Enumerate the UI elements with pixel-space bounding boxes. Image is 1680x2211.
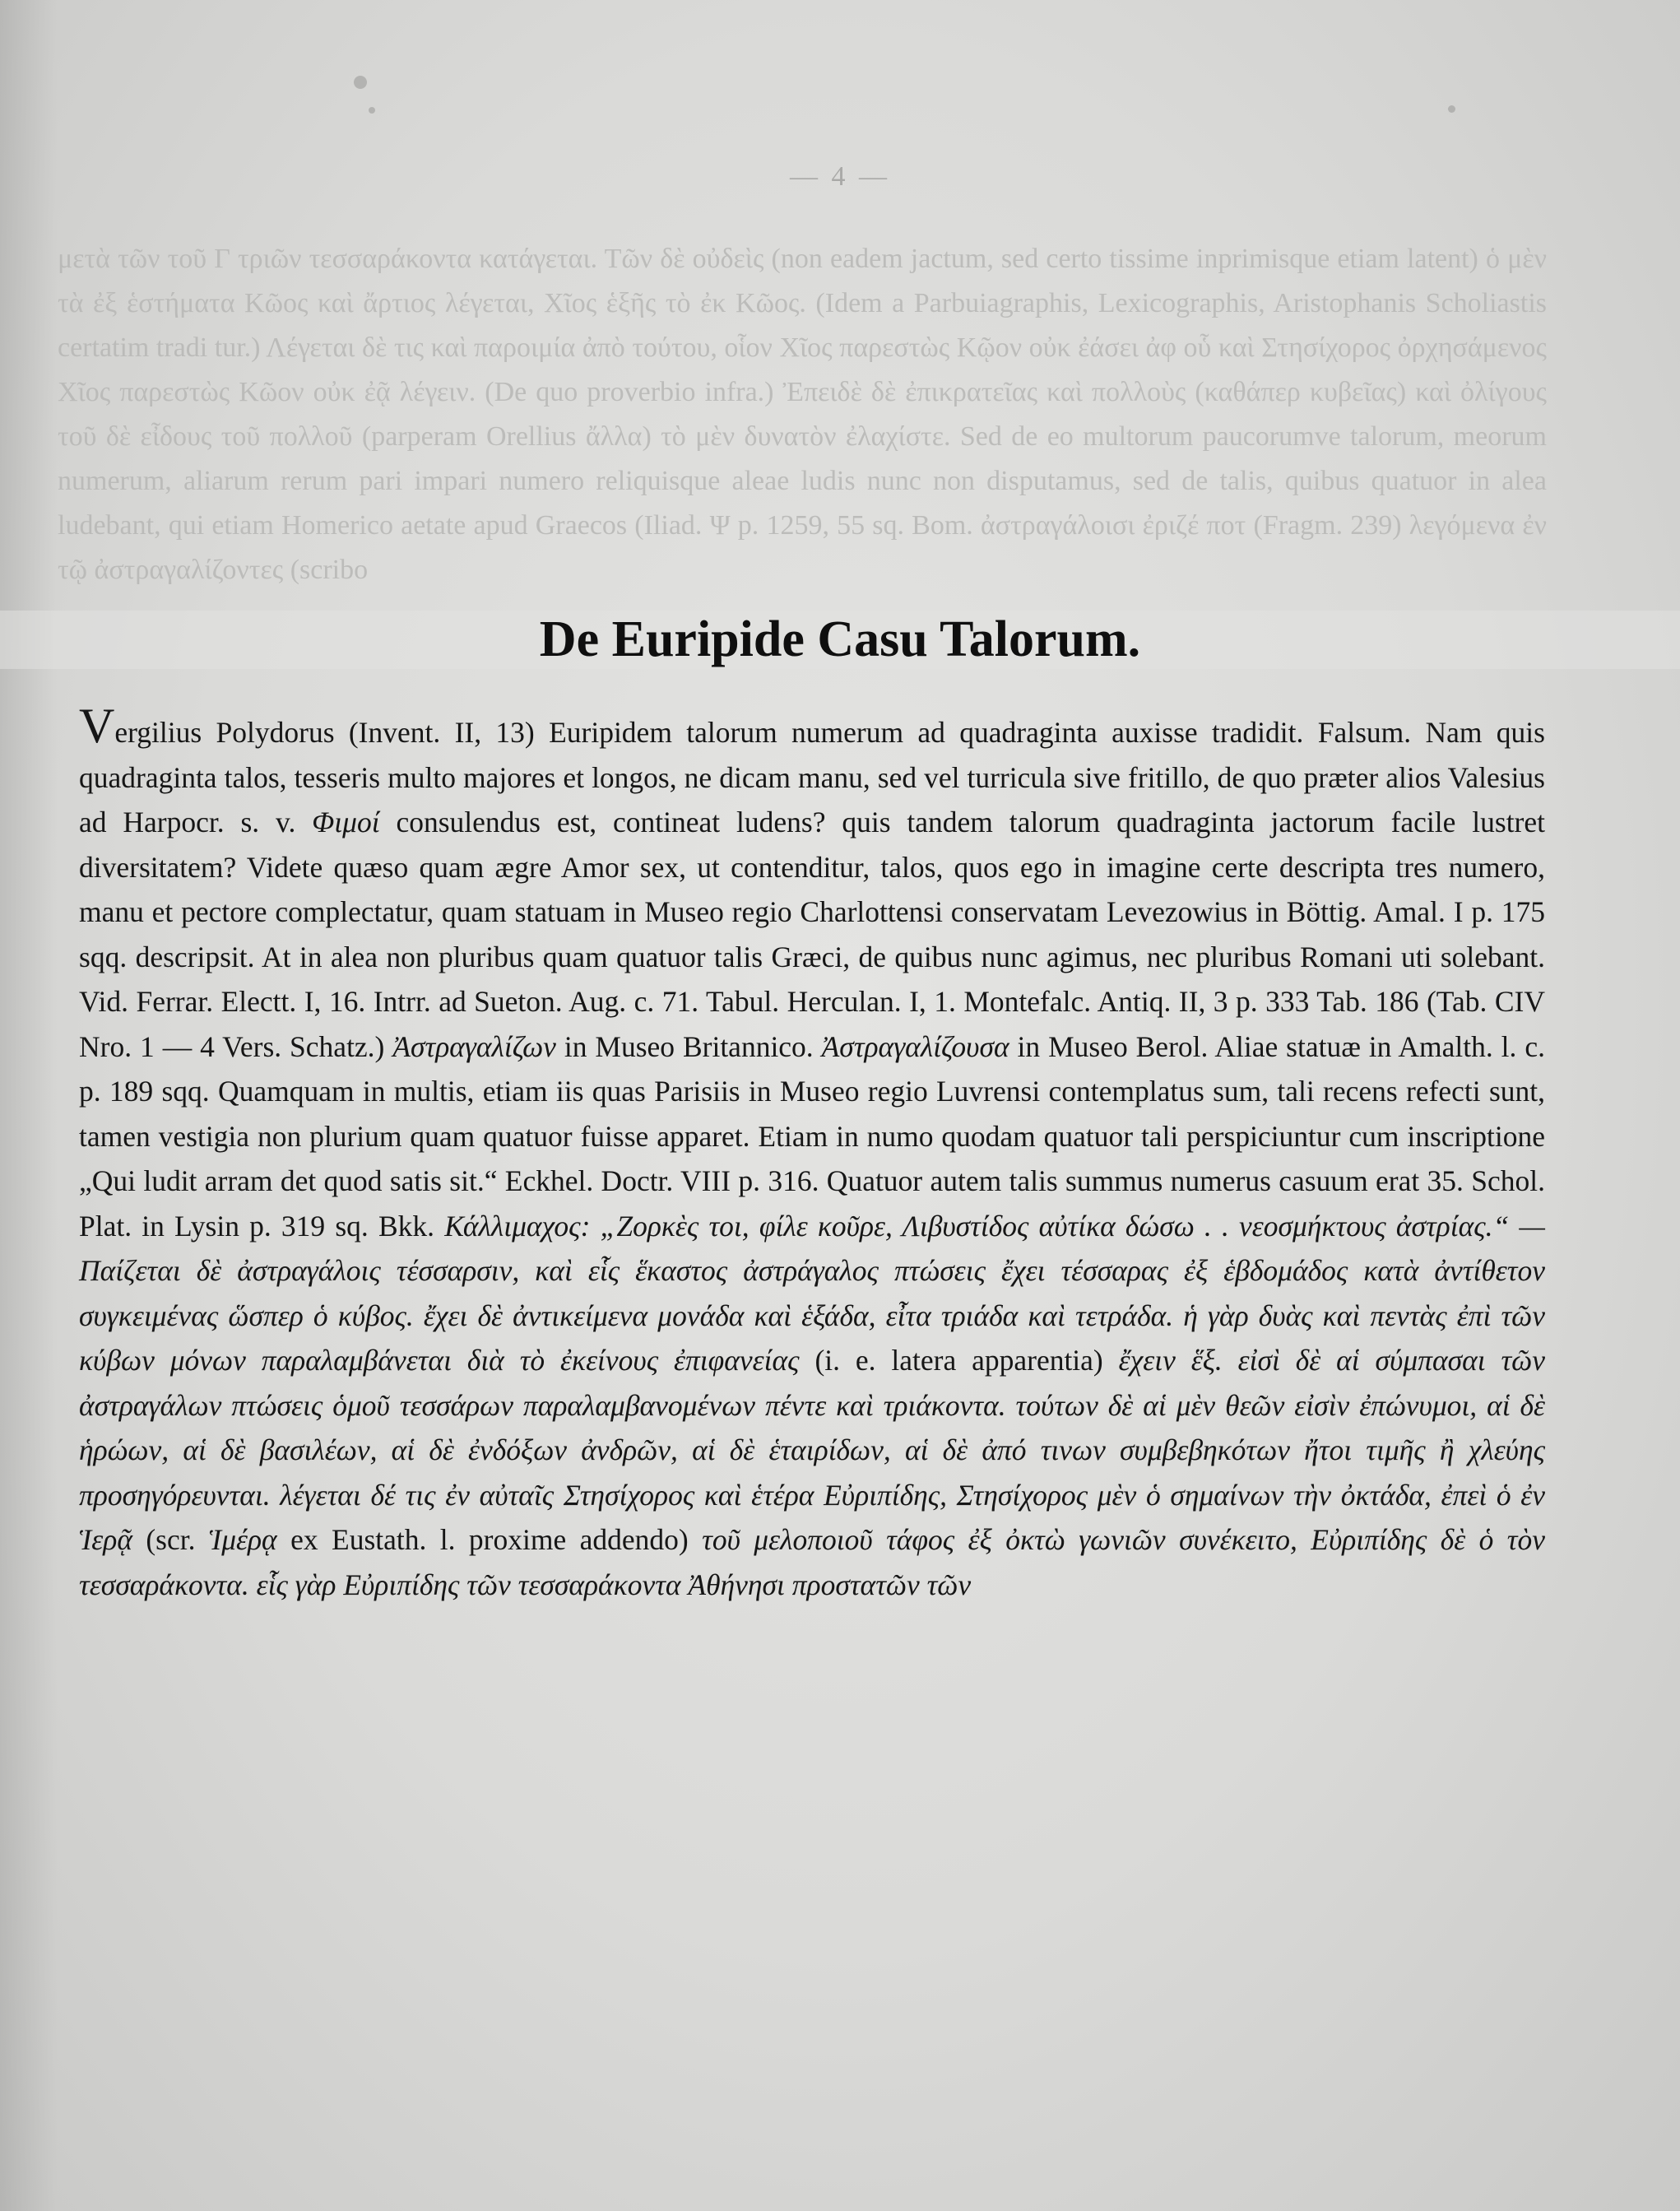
drop-cap: V: [79, 699, 115, 753]
latin-text: consulendus est, contineat ludens? quis tandem talorum quadraginta jactorum facile lustret diversitatem? Videte quæso quam ægre Amor sex, ut contenditur, talos, quos ego in imagine certe descripta tres numero, manu et pectore complectatur, quam statuam in Museo regio Charlottensi conservatam Levezowius in Böttig. Amal. I p. 175 sqq. descripsit. At in alea non pluribus quam quatuor talis Græci, de quibus nunc agimus, nec pluribus Romani uti solebant. Vid. Ferrar. Electt. I, 16. Intrr. ad Sueton. Aug. c. 71. Tabul. Herculan. I, 1. Montefalc. Antiq. II, 3 p. 333 Tab. 186 (Tab. CIV Nro. 1 — 4 Vers. Schatz.): [79, 806, 1545, 1063]
latin-text: ex Eustath. l. proxime addendo): [276, 1523, 703, 1556]
latin-text: in Museo Britannico.: [555, 1029, 822, 1063]
page-edge-shadow: [0, 0, 58, 2211]
greek-quote: Κάλλιμαχος: „Ζορκὲς τοι, φίλε κοῦρε, Λιβυστίδος αὐτίκα δώσω . . νεοσμήκτους ἀστρίας.“ — Παίζεται δὲ ἀστραγάλοις τέσσαρσιν, καὶ εἷς ἕκαστος ἀστράγαλος πτώσεις ἔχει τέσσαρας ἐξ ἑβδομάδος κατὰ ἀντίθετον συγκειμένας ὥσπερ ὁ κύβος. ἔχει δὲ ἀντικείμενα μονάδα καὶ ἑξάδα, εἶτα τριάδα καὶ τετράδα. ἡ γὰρ δυὰς καὶ πεντὰς ἐπὶ τῶν κύβων μόνων παραλαμβάνεται διὰ τὸ ἐκείνους ἐπιφανείας: [79, 1209, 1545, 1377]
page-number: — 4 —: [790, 161, 890, 192]
main-text: [79, 699, 1546, 1607]
greek-quote: ἔχειν ἕξ. εἰσὶ δὲ αἱ σύμπασαι τῶν ἀστραγάλων πτώσεις ὁμοῦ τεσσάρων παραλαμβανομένων πέντε καὶ τριάκοντα. τούτων δὲ αἱ μὲν θεῶν εἰσὶν ἐπώνυμοι, αἱ δὲ ἡρώων, αἱ δὲ βασιλέων, αἱ δὲ ἐνδόξων ἀνδρῶν, αἱ δὲ ἑταιρίδων, αἱ δὲ ἀπό τινων συμβεβηκότων ἤτοι τιμῆς ἢ χλεύης προσηγόρευνται. λέγεται δέ τις ἐν αὐταῖς Στησίχορος καὶ ἑτέρα Εὐριπίδης, Στησίχορος μὲν ὁ σημαίνων τὴν ὀκτάδα, ἐπεὶ ὁ ἐν Ἱερᾷ: [79, 1344, 1546, 1556]
section-title: De Euripide Casu Talorum.: [0, 611, 1680, 669]
latin-text: (scr.: [132, 1523, 209, 1556]
paper-stain: [1448, 105, 1455, 113]
bleed-through-text: [58, 237, 1547, 592]
greek-quote: τοῦ μελοποιοῦ τάφος ἐξ ὀκτὼ γωνιῶν συνέκειτο, Εὐριπίδης δὲ ὁ τὸν τεσσαράκοντα. εἷς γὰρ Εὐριπίδης τῶν τεσσαράκοντα Ἀθήνησι προστατῶν τῶν: [79, 1523, 1545, 1601]
main-paragraph: [79, 699, 1546, 1607]
paper-stain: [369, 107, 375, 114]
bleed-through-paragraph: μετὰ τῶν τοῦ Γ τριῶν τεσσαράκοντα κατάγεται. Τῶν δὲ οὐδεὶς (non eadem jactum, sed certo tissime inprimisque etiam latent) ὁ μὲν τὰ ἐξ ἑστήματα Κῶος καὶ ἄρτιος λέγεται, Χῖος ἑξῆς τὸ ἐκ Κῶος. (Idem a Parbuiagraphis, Lexicographis, Aristophanis Scholiastis certatim tradi tur.) Λέγεται δὲ τις καὶ παροιμία ἀπὸ τούτου, οἷον Χῖος παρεστὼς Κῷον οὐκ ἐάσει ἀφ οὗ καὶ Στησίχορος ὀρχησάμενος Χῖος παρεστὼς Κῶον οὐκ ἐᾷ λέγειν. (De quo proverbio infra.) Ἐπειδὲ δὲ ἐπικρατεῖας καὶ πολλοὺς (καθάπερ κυβεῖας) καὶ ὀλίγους τοῦ δὲ εἶδους τοῦ πολλοῦ (parperam Orellius ἄλλα) τὸ μὲν δυνατὸν ἐλαχίστε. Sed de eo multorum paucorumve talorum, meorum numerum, aliarum rerum pari impari numero reliquisque aleae ludis nunc non disputamus, sed de talis, quibus quatuor in alea ludebant, qui etiam Homerico aetate apud Graecos (Iliad. Ψ p. 1259, 55 sq. Bom. ἀστραγάλοισι ἐριζέ ποτ (Fragm. 239) λεγόμενα ἐν τῷ ἀστραγαλίζοντες (scribo: [58, 244, 1547, 585]
latin-text: ergilius Polydorus (Invent. II, 13) Euripidem talorum numerum ad quadraginta auxisse tradidit. Falsum. Nam quis quadraginta talos, tesseris multo majores et longos, ne dicam manu, sed vel turricula sive fritillo, de quo præter alios Valesius ad Harpocr. s. v.: [79, 716, 1545, 838]
paper-stain: [354, 76, 367, 89]
greek-quote: Ἀστραγαλίζουσα: [821, 1029, 1009, 1063]
greek-quote: Ἀστραγαλίζων: [392, 1029, 556, 1063]
latin-text: (i. e. latera apparentia): [799, 1344, 1119, 1377]
greek-quote: Ἱμέρᾳ: [208, 1523, 277, 1556]
latin-text: in Museo Berol. Aliae statuæ in Amalth. l. c. p. 189 sqq. Quamquam in multis, etiam iis quas Parisiis in Museo regio Luvrensi contemplatus sum, tali recens refecti sunt, tamen vestigia non plurium quam quatuor fuisse apparet. Etiam in numo quodam quatuor tali perspiciuntur cum inscriptione „Qui ludit arram det quod satis sit.“ Eckhel. Doctr. VIII p. 316. Quatuor autem talis summus numerus casuum erat 35. Schol. Plat. in Lysin p. 319 sq. Bkk.: [79, 1029, 1545, 1243]
greek-quote: Φιμοί: [312, 806, 380, 838]
